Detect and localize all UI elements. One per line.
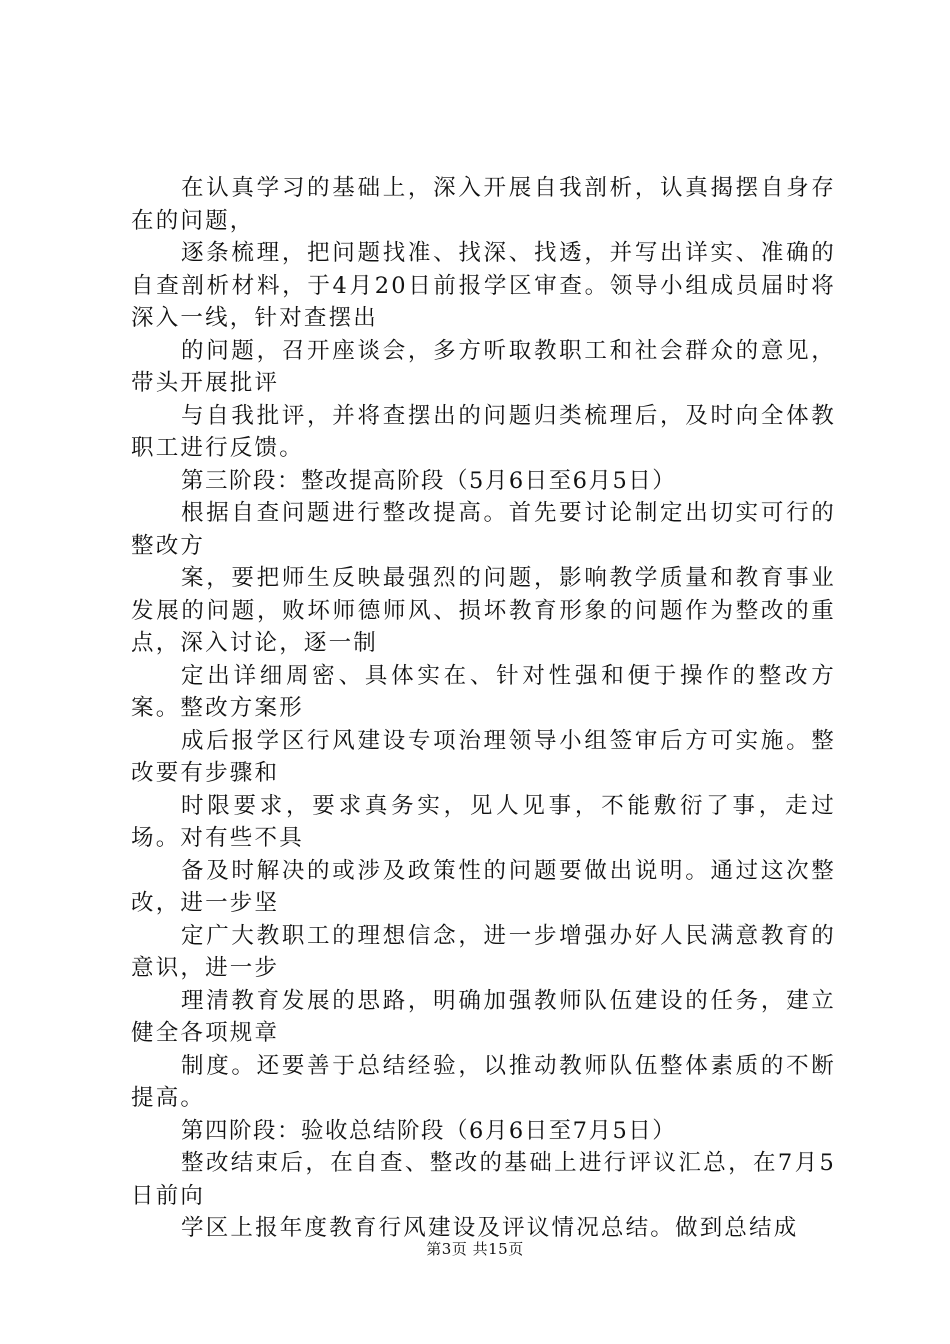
paragraph-3: 的问题，召开座谈会，多方听取教职工和社会群众的意见，带头开展批评 <box>131 337 836 396</box>
paragraph-17: 学区上报年度教育行风建设及评议情况总结。做到总结成 <box>181 1215 799 1241</box>
document-body <box>131 172 836 1245</box>
paragraph-6: 根据自查问题进行整改提高。首先要讨论制定出切实可行的整改方 <box>131 500 836 559</box>
paragraph-9: 成后报学区行风建设专项治理领导小组签审后方可实施。整改要有步骤和 <box>131 727 836 786</box>
paragraph-11: 备及时解决的或涉及政策性的问题要做出说明。通过这次整改，进一步坚 <box>131 857 836 916</box>
paragraph-2: 逐条梳理，把问题找准、找深、找透，并写出详实、准确的自查剖析材料，于4月20日前报学区审查。领导小组成员届时将深入一线，针对查摆出 <box>131 240 836 331</box>
section-heading-stage-3: 第三阶段：整改提高阶段（5月6日至6月5日） <box>181 467 677 494</box>
paragraph-13: 理清教育发展的思路，明确加强教师队伍建设的任务，建立健全各项规章 <box>131 987 836 1046</box>
section-heading-stage-4: 第四阶段：验收总结阶段（6月6日至7月5日） <box>181 1117 677 1144</box>
paragraph-14: 制度。还要善于总结经验，以推动教师队伍整体素质的不断提高。 <box>131 1052 836 1111</box>
paragraph-12: 定广大教职工的理想信念，进一步增强办好人民满意教育的意识，进一步 <box>131 922 836 981</box>
paragraph-8: 定出详细周密、具体实在、针对性强和便于操作的整改方案。整改方案形 <box>131 662 836 721</box>
page-number-footer: 第3页 共15页 <box>426 1240 524 1258</box>
paragraph-1: 在认真学习的基础上，深入开展自我剖析，认真揭摆自身存在的问题， <box>131 175 836 234</box>
paragraph-10: 时限要求，要求真务实，见人见事，不能敷衍了事，走过场。对有些不具 <box>131 792 836 851</box>
paragraph-7: 案，要把师生反映最强烈的问题，影响教学质量和教育事业发展的问题，败坏师德师风、损坏教育形象的问题作为整改的重点，深入讨论，逐一制 <box>131 565 836 656</box>
paragraph-16: 整改结束后，在自查、整改的基础上进行评议汇总，在7月5日前向 <box>131 1150 836 1209</box>
paragraph-4: 与自我批评，并将查摆出的问题归类梳理后，及时向全体教职工进行反馈。 <box>131 402 836 461</box>
